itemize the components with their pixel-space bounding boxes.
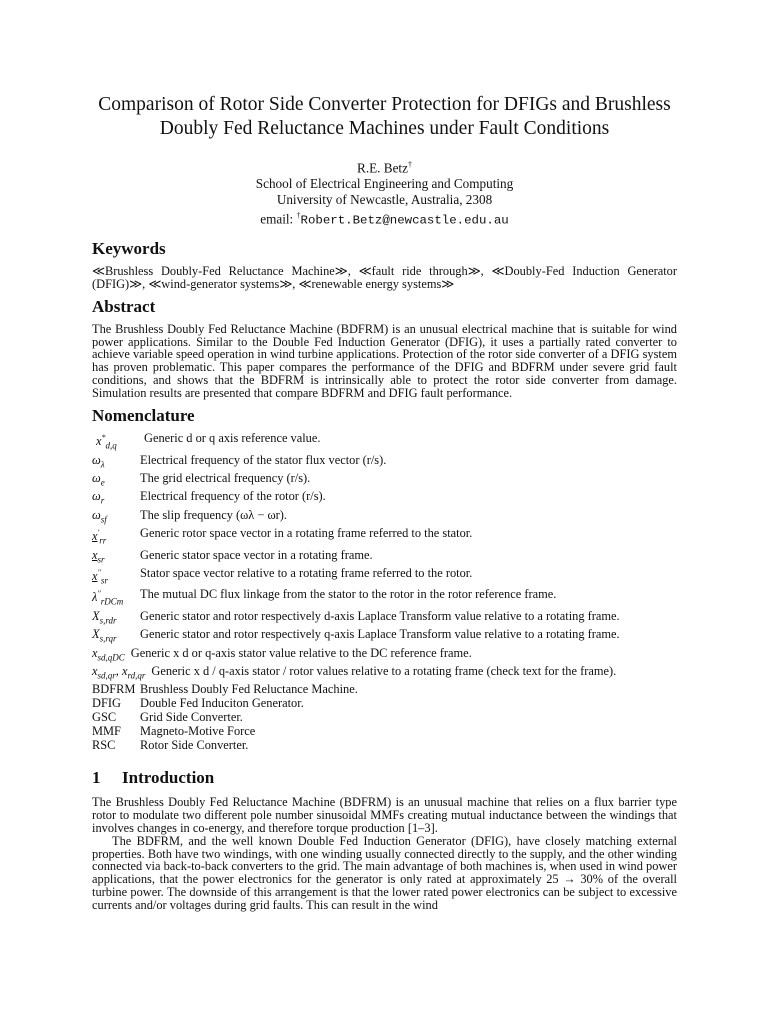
- nomenclature-item: $\lambda''_{rDCm}$ The mutual DC flux linkage from the stator to the rotor in the rotor reference frame.: [92, 587, 557, 607]
- nomenclature-item: $x''_{sr}$ Stator space vector relative to a rotating frame referred to the rotor.: [92, 565, 473, 586]
- nomenclature-item: MMF Magneto-Motive Force: [92, 724, 256, 739]
- nomenclature-heading: Nomenclature: [92, 406, 195, 426]
- nomenclature-item: BDFRM Brushless Doubly Fed Reluctance Machine.: [92, 682, 358, 697]
- keywords-text: ≪Brushless Doubly-Fed Reluctance Machine≫, ≪fault ride through≫, ≪Doubly-Fed Induction Generator (DFIG)≫, ≪wind-generator systems≫, ≪renewable energy systems≫: [92, 263, 677, 291]
- author-name: R.E. Betz†: [357, 160, 412, 176]
- nomenclature-item: $x_{sd,qDC}$ Generic x d or q-axis stator value relative to the DC reference frame.: [92, 645, 472, 663]
- affiliation-line-1: School of Electrical Engineering and Computing: [255, 176, 514, 192]
- nomenclature-item: $x_{sd,qr}$, $x_{rd,qr}$ Generic x d / q-axis stator / rotor values relative to a rotating frame (check text for the frame).: [92, 664, 617, 681]
- nomenclature-item: $\omega_e$ The grid electrical frequency (r/s).: [92, 470, 311, 488]
- nomenclature-item: $\omega_\lambda$ Electrical frequency of the stator flux vector (r/s).: [92, 452, 387, 469]
- nomenclature-item: RSC Rotor Side Converter.: [92, 738, 249, 753]
- nomenclature-item: $x_{sr}$ Generic stator space vector in a rotating frame.: [92, 547, 373, 564]
- nomenclature-item: $x'_{rr}$ Generic rotor space vector in a rotating frame referred to the stator.: [92, 526, 473, 546]
- abstract-heading: Abstract: [92, 296, 156, 316]
- intro-paragraph-1: The Brushless Doubly Fed Reluctance Machine (BDFRM) is an unusual machine that relies on a flux barrier type rotor to modulate two different pole number sinusoidal MMFs creating mutual inductance between the windings that involves changes in co-energy, and therefore torque production [1–3].: [92, 794, 677, 835]
- email-line: email: †Robert.Betz@newcastle.edu.au: [260, 211, 509, 228]
- nomenclature-item: $x^*_{d,q}$ Generic d or q axis reference value.: [96, 431, 321, 451]
- nomenclature-item: $\omega_r$ Electrical frequency of the rotor (r/s).: [92, 489, 326, 506]
- nomenclature-item: $X_{s,rdr}$ Generic stator and rotor respectively d-axis Laplace Transform value relative to a rotating frame.: [92, 608, 620, 626]
- nomenclature-list: [92, 432, 677, 752]
- nomenclature-item: GSC Grid Side Converter.: [92, 710, 243, 725]
- email-link[interactable]: Robert.Betz@newcastle.edu.au: [300, 213, 509, 228]
- keywords-heading: Keywords: [92, 238, 166, 258]
- author-block: [92, 157, 677, 229]
- paper-title: Comparison of Rotor Side Converter Protection for DFIGs and Brushless Doubly Fed Reluctance Machines under Fault Conditions: [98, 94, 671, 139]
- nomenclature-item: $X_{s,rqr}$ Generic stator and rotor respectively q-axis Laplace Transform value relative to a rotating frame.: [92, 627, 620, 644]
- affiliation-line-2: University of Newcastle, Australia, 2308: [276, 192, 493, 208]
- nomenclature-item: $\omega_{sf}$ The slip frequency (ωλ − ωr).: [92, 507, 287, 525]
- abstract-text: The Brushless Doubly Fed Reluctance Machine (BDFRM) is an unusual electrical machine that is suitable for wind power applications. Similar to the Double Fed Induction Generator (DFIG), it uses a partially rated converter to achieve variable speed operation in wind turbine applications. Protection of the rotor side converter of a DFIG system has proven problematic. This paper compares the performance of the DFIG and BDFRM under severe grid fault conditions, and shows that the BDFRM is intrinsically able to protect the rotor side converter from damage. Simulation results are presented that compare BDFRM and DFIG fault performance.: [92, 321, 677, 401]
- introduction-heading: 1 Introduction: [92, 767, 215, 787]
- paper-page: [92, 93, 677, 912]
- nomenclature-item: DFIG Double Fed Induciton Generator.: [92, 696, 304, 711]
- intro-paragraph-2: The BDFRM, and the well known Double Fed Induction Generator (DFIG), have closely matching external properties. Both have two windings, with one winding usually connected directly to the supply, and the other winding connected via back-to-back converters to the grid. The main advantage of both machines is, when used in wind power applications, that the power electronics for the generator is only rated at approximately 25 → 30% of the overall turbine power. The downside of this arrangement is that the lower rated power electronics can be subject to excessive currents and/or voltages during grid faults. This can result in the wind: [92, 833, 677, 913]
- section-number: 1: [92, 767, 101, 787]
